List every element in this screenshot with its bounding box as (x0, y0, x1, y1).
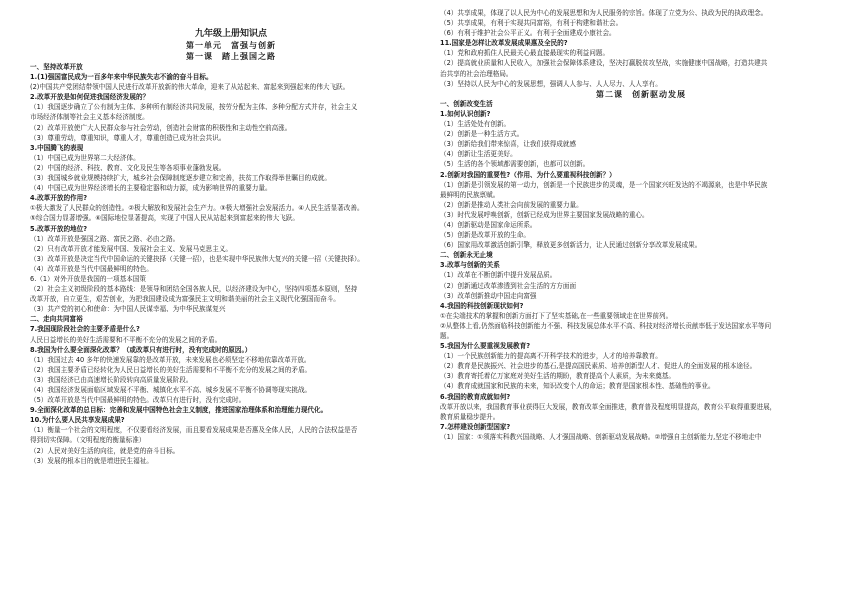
text-line: （2）社会主义初级阶段的基本路线：是领导和团结全国各族人民，以经济建设为中心，坚持四项基本原则，坚持 (30, 285, 358, 294)
text-line: （1）一个民族创新能力的提高离不开科学技术的进步，人才的培养靠教育。 (440, 352, 662, 361)
text-line: （2）我国主要矛盾已经转化为人民日益增长的美好生活需要和不平衡不充分的发展之间的矛盾。 (30, 365, 312, 374)
question-heading: 2.改革开放是如何促进我国经济发展的？ (30, 93, 150, 102)
text-line: （2）创新是推动人类社会向前发展的重要力量。 (440, 200, 583, 209)
question-heading: 7.我国现阶段社会的主要矛盾是什么? (30, 325, 140, 334)
section-heading: 二、创新永无止境 (440, 251, 493, 260)
text-line: （3）尊重劳动，尊重知识，尊重人才，尊重创造已成为社会共识。 (30, 133, 226, 142)
text-line: （6）有利于维护社会公平正义。有利于全面建成小康社会。 (440, 29, 616, 38)
text-line: （3）坚持以人民为中心的发展思想，强调人人参与、人人尽力、人人享有。 (440, 79, 662, 88)
text-line: ②从整体上看,仍然面临科技创新能力不强、科技发展总体水平不高、科技对经济增长贡献率低于发达国家水平等问 (440, 321, 772, 330)
question-heading: 4.改革开放的作用? (30, 194, 88, 203)
text-line: （4）创新驱动是国家命运所系。 (440, 220, 537, 229)
right-column (440, 8, 842, 604)
question-heading: 10.为什么要人民共享发展成果? (30, 416, 125, 425)
question-heading: 7.怎样建设创新型国家? (440, 422, 511, 431)
text-line: （3）创新给我们带来惊喜，让我们获得成就感 (440, 140, 577, 149)
text-line: （5）共享成果，有利于实现共同富裕，有利于构建和谐社会。 (440, 19, 623, 28)
question-heading: 2.创新对我国的重要性?（作用、为什么要重视科技创新？） (440, 170, 616, 179)
question-heading: 9.全面深化改革的总目标：完善和发展中国特色社会主义制度，推进国家治理体系和治理能力现代化。 (30, 406, 328, 415)
text-line: （2）中国的经济、科技、教育、文化及民生等各项事业蓬勃发展。 (30, 163, 226, 172)
text-line: 6.（1）对外开放是我国的一项基本国策 (30, 274, 146, 283)
text-line: （4）教育成就国家和民族的未来，知识改变个人的命运；教育是国家根本性、基础性的事业。 (440, 382, 715, 391)
text-line: （6）国家用改革激活创新引擎，释放更多创新活力，让人民通过创新分享改革发展成果。 (440, 241, 702, 250)
text-line: （3）改革创新推动中国走向富强 (440, 291, 537, 300)
text-line: （3）共产党的初心和使命：为中国人民谋幸福、为中华民族谋复兴 (30, 305, 226, 314)
left-content (30, 62, 432, 466)
text-line: （1）国家：①须落实科教兴国战略、人才强国战略、创新驱动发展战略。②增强自主创新能力,坚定不移地走中 (440, 432, 762, 441)
text-line: （2）人民对美好生活的向往，就是党的奋斗目标。 (30, 446, 180, 455)
question-heading: 6.我国的教育成就如何? (440, 392, 511, 401)
question-heading: 4.我国的科技创新现状如何? (440, 301, 524, 310)
question-heading: 5.我国为什么要重视发展教育? (440, 342, 531, 351)
text-line: （2）创新通过改革渗透到社会生活的方方面面 (440, 281, 577, 290)
text-line: 得到切实保障。（文明程度的衡量标准） (30, 436, 146, 445)
section-heading: 一、创新改变生活 (440, 99, 493, 108)
question-heading: 11.国家是怎样让改革发展成果惠及全民的? (440, 39, 568, 48)
text-line: （1）党和政府抓住人民最关心最直接最现实的利益问题。 (440, 49, 610, 58)
text-line: 治共享的社会治理格局。 (440, 69, 513, 78)
text-line: （1）衡量一个社会的文明程度，不仅要看经济发展，而且要看发展成果是否惠及全体人民，人民的合法权益是否 (30, 426, 358, 435)
text-line: （3）教育寄托着亿万家庭对美好生活的期盼，教育提高个人素质，为未来奠基。 (440, 372, 675, 381)
text-line: （5）创新是改革开放的生命。 (440, 231, 530, 240)
lesson-title: 第二课 创新驱动发展 (596, 89, 686, 99)
question-heading: 3.改革与创新的关系 (440, 261, 500, 270)
text-line: 市场经济体制等社会主义基本经济制度。 (30, 113, 149, 122)
section-heading: 二、走向共同富裕 (30, 315, 83, 324)
left-column (30, 8, 432, 604)
text-line: （1）创新是引领发展的第一动力，创新是一个民族进步的灵魂，是一个国家兴旺发达的不竭源泉，也是中华民族 (440, 180, 768, 189)
text-line: （4）共享成果，体现了以人民为中心的发展思想和为人民服务的宗旨。体现了立党为公、执政为民的执政理念。 (440, 9, 768, 17)
question-heading: 3.中国腾飞的表现 (30, 143, 84, 152)
text-line: （5）改革开放是当代中国最鲜明的特色。改革只有进行时，没有完成时。 (30, 396, 246, 405)
text-line: (2)中国共产党团结带领中国人民进行改革开放新的伟大革命，迎来了从站起来、富起来到强起来的伟大飞跃。 (30, 83, 350, 92)
text-line: （2）提高就业质量和人民收入，加强社会保障体系建设，坚决打赢脱贫攻坚战，实施健康中国战略，打造共建共 (440, 59, 768, 68)
text-line: （5）生活的各个领域都需要创新，也都可以创新。 (440, 160, 590, 169)
text-line: 改革开放，自立更生，艰苦创业，为把我国建设成为富强民主文明和谐美丽的社会主义现代化强国而奋斗。 (30, 295, 340, 304)
text-line: 改革开放以来，我国教育事业获得巨大发展，教育改革全面推进，教育普及程度明显提高，教育公平取得重要进展， (440, 402, 777, 411)
text-line: ①极大激发了人民群众的创造性。②极大解放和发展社会生产力。③极大增强社会发展活力。④人民生活显著改善。 (30, 204, 364, 213)
text-line: （1）改革在不断创新中提升发展品质。 (440, 271, 557, 280)
text-line: （1）生活处处有创新。 (440, 120, 511, 129)
text-line: （4）中国已成为世界经济增长的主要稳定器和动力源，成为影响世界的重要力量。 (30, 184, 272, 193)
text-line: （1）我国过去 40 多年的快速发展靠的是改革开放，未来发展也必须坚定不移地依靠改革开放。 (30, 355, 311, 364)
text-line: 题。 (440, 332, 454, 340)
text-line: （1）中国已成为世界第二大经济体。 (30, 153, 140, 162)
title-block (30, 28, 432, 62)
text-line: 人民日益增长的美好生活需要和不平衡不充分的发展之间的矛盾。 (30, 335, 222, 344)
text-line: （3）改革开放是决定当代中国命运的关键抉择（关键一招），也是实现中华民族伟大复兴的关键一招（关键抉择）。 (30, 254, 364, 263)
text-line: （3）时代发展呼唤创新，创新已经成为世界主要国家发展战略的重心。 (440, 210, 649, 219)
question-heading: 8.我国为什么要全面深化改革？（或改革只有进行时，没有完成时的原因。） (30, 345, 252, 354)
text-line: ①在尖端技术的掌握和创新方面打下了坚实基础,在一些重要领域走在世界前列。 (440, 311, 673, 320)
text-line: （3）我国经济已由高速增长阶段转向高质量发展阶段。 (30, 375, 193, 384)
right-content (440, 8, 842, 442)
unit-title: 第一单元 富强与创新 (186, 41, 276, 50)
lesson-title: 第一课 踏上强国之路 (186, 52, 276, 61)
text-line: （2）只有改革开放才能发展中国、发展社会主义、发展马克思主义。 (30, 244, 233, 253)
question-heading: 1.如何认识创新? (440, 109, 491, 118)
text-line: 最鲜明的民族禀赋。 (440, 190, 500, 199)
text-line: （2）改革开放使广大人民群众参与社会劳动，创造社会财富的积极性和主动性空前高涨。 (30, 123, 292, 132)
text-line: （1）改革开放是强国之路、富民之路、必由之路。 (30, 234, 180, 243)
text-line: （2）教育是民族振兴、社会进步的基石,是提高国民素质、培养创新型人才、促进人的全面发展的根本途径。 (440, 362, 757, 371)
text-line: （3）我国城乡就业规模持续扩大，城乡社会保障制度逐步建立和完善，扶贫工作取得举世瞩目的成就。 (30, 174, 331, 183)
text-line: ⑤综合国力显著增强。⑥国际地位显著提高，实现了中国人民从站起来到富起来的伟大飞跃。 (30, 214, 299, 223)
question-heading: 5.改革开放的地位? (30, 224, 88, 233)
text-line: （4）改革开放是当代中国最鲜明的特色。 (30, 264, 153, 273)
text-line: （4）创新让生活更美好。 (440, 150, 517, 159)
text-line: 教育质量稳步提升。 (440, 412, 500, 421)
text-line: （1）我国逐步确立了公有制为主体、多种所有制经济共同发展，按劳分配为主体、多种分配方式并存，社会主义 (30, 103, 358, 112)
text-line: （4）我国经济发展面临区域发展不平衡、城镇化水平不高、城乡发展不平衡不协调等现实挑战。 (30, 386, 312, 394)
text-line: （3）发展的根本目的就是增进民生福祉。 (30, 456, 153, 465)
section-heading: 一、坚持改革开放 (30, 63, 83, 71)
question-heading: 1.(1)强国富民成为一百多年来中华民族失志不渝的奋斗目标。 (30, 73, 213, 82)
document-title: 九年级上册知识点 (194, 29, 267, 39)
text-line: （2）创新是一种生活方式。 (440, 130, 524, 139)
